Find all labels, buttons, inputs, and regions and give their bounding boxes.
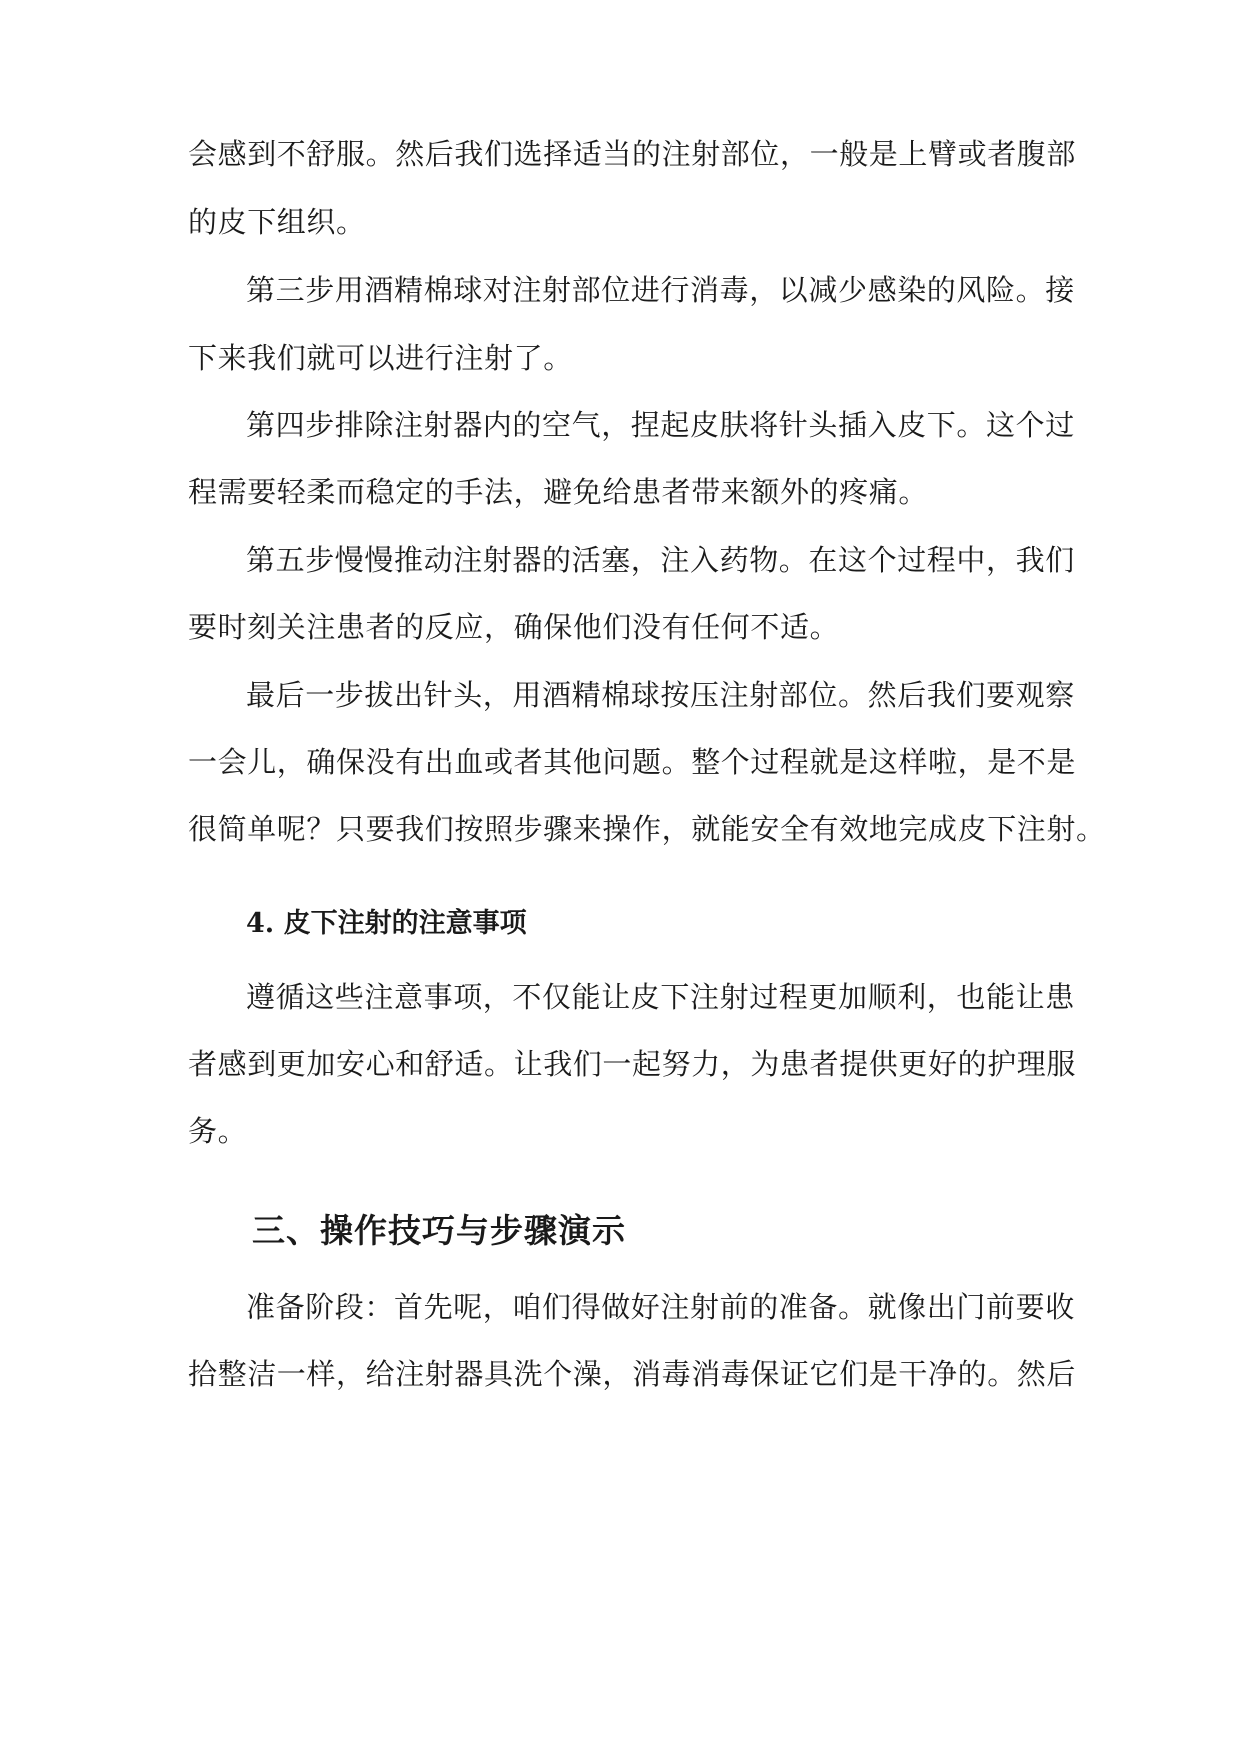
- paragraph-line: 拾整洁一样，给注射器具洗个澡，消毒消毒保证它们是干净的。然后: [188, 1357, 1077, 1391]
- paragraph-line: 第四步排除注射器内的空气，捏起皮肤将针头插入皮下。这个过: [246, 408, 1075, 442]
- paragraph-line: 一会儿，确保没有出血或者其他问题。整个过程就是这样啦，是不是: [188, 745, 1077, 779]
- subsection-heading: 4. 皮下注射的注意事项: [246, 908, 527, 939]
- paragraph-line: 很简单呢？只要我们按照步骤来操作，就能安全有效地完成皮下注射。: [188, 812, 1106, 846]
- paragraph-line: 准备阶段：首先呢，咱们得做好注射前的准备。就像出门前要收: [246, 1290, 1075, 1324]
- section-heading: 三、操作技巧与步骤演示: [252, 1211, 626, 1250]
- paragraph-line: 的皮下组织。: [188, 205, 366, 239]
- paragraph-line: 要时刻关注患者的反应，确保他们没有任何不适。: [188, 610, 840, 644]
- paragraph-line: 会感到不舒服。然后我们选择适当的注射部位，一般是上臂或者腹部: [188, 137, 1077, 171]
- paragraph-line: 最后一步拔出针头，用酒精棉球按压注射部位。然后我们要观察: [246, 678, 1075, 712]
- paragraph-line: 程需要轻柔而稳定的手法，避免给患者带来额外的疼痛。: [188, 475, 929, 509]
- paragraph-line: 遵循这些注意事项，不仅能让皮下注射过程更加顺利，也能让患: [246, 980, 1075, 1014]
- paragraph-line: 第五步慢慢推动注射器的活塞，注入药物。在这个过程中，我们: [246, 543, 1075, 577]
- paragraph-line: 第三步用酒精棉球对注射部位进行消毒，以减少感染的风险。接: [246, 273, 1075, 307]
- paragraph-line: 务。: [188, 1114, 248, 1148]
- paragraph-line: 者感到更加安心和舒适。让我们一起努力，为患者提供更好的护理服: [188, 1047, 1077, 1081]
- paragraph-line: 下来我们就可以进行注射了。: [188, 341, 573, 375]
